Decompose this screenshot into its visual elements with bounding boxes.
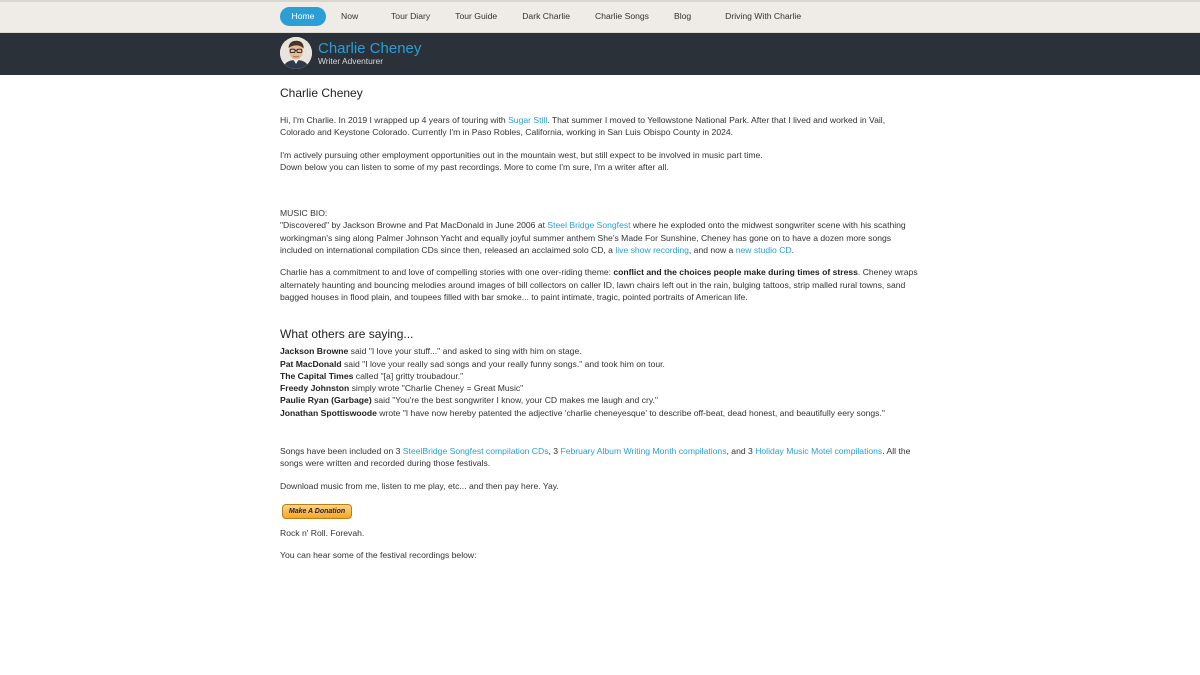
sugar-still-link[interactable]: Sugar Still [508,115,548,125]
list-item [280,358,920,370]
spacer [280,313,920,327]
holiday-music-motel-link[interactable]: Holiday Music Motel compilations [755,446,883,457]
employment-paragraph [280,149,920,174]
recordings-text: Down below you can listen to some of my past recordings. More to come I'm sure, I'm a writer after all. [280,161,669,172]
live-show-recording-link[interactable]: live show recording [615,245,689,256]
compilations-text-end: . All the songs were written and recorded during those festivals. [280,446,911,469]
intro-paragraph [280,114,920,139]
list-item [280,370,920,382]
quote-author: The Capital Times [280,370,354,381]
intro-text: Hi, I'm Charlie. In 2019 I wrapped up 4 years of touring with [280,115,509,125]
steelbridge-compilation-link[interactable]: SteelBridge Songfest compilation CDs [402,446,549,457]
avatar-portrait-icon [280,37,312,69]
quote-text: wrote "I have now hereby patented the adjective 'charlie cheneyesque' to describe off-beat, dead honest, and beautifully eery songs." [376,407,885,418]
list-item [280,407,920,419]
spacer [280,183,920,207]
testimonials-list [280,345,920,419]
list-item [280,394,920,406]
quote-author: Freedy Johnston [280,383,350,394]
site-title[interactable]: Charlie Cheney [318,40,422,57]
nav-driving-with-charlie[interactable]: Driving With Charlie [725,11,802,21]
themes-text: Charlie has a commitment to and love of compelling stories with one over-riding theme: [280,267,614,278]
nav-now[interactable]: Now [341,11,359,21]
main-nav [280,7,801,26]
rock-paragraph: Rock n' Roll. Forevah. [280,527,365,538]
nav-tour-guide[interactable]: Tour Guide [455,11,498,21]
new-studio-cd-link[interactable]: new studio CD [735,245,792,256]
recordings-paragraph: You can hear some of the festival recordings below: [280,550,477,561]
quote-text: simply wrote "Charlie Cheney = Great Music" [349,383,524,394]
compilations-sep: , 3 [548,446,561,457]
page-title: Charlie Cheney [280,86,363,100]
nav-tour-diary[interactable]: Tour Diary [391,11,431,21]
quote-text: said "You're the best songwriter I know, your CD makes me laugh and cry." [371,395,658,406]
quote-text: called "[a] gritty troubadour." [353,370,464,381]
donate-button[interactable]: Make A Donation [282,504,352,519]
nav-home[interactable]: Home [280,7,326,26]
bio-text: "Discovered" by Jackson Browne and Pat MacDonald in June 2006 at [280,220,548,231]
bio-text-end: . [791,245,795,256]
quote-text: said "I love your stuff..." and asked to sing with him on stage. [348,346,582,357]
nav-blog[interactable]: Blog [673,11,692,21]
nav-charlie-songs[interactable]: Charlie Songs [594,11,649,21]
quote-author: Pat MacDonald [280,358,342,369]
list-item [280,382,920,394]
employment-text: I'm actively pursuing other employment opportunities out in the mountain west, but still expect to be involved in music part time. [280,149,763,160]
fawm-compilation-link[interactable]: February Album Writing Month compilations [560,446,727,457]
top-navbar [0,0,1200,33]
site-header [0,33,1200,75]
bio-paragraph [280,207,920,256]
bio-label: MUSIC BIO: [280,208,328,219]
quote-text: said "I love your really sad songs and your really funny songs." and took him on tour. [341,358,665,369]
quote-author: Jonathan Spottiswoode [280,407,377,418]
list-item [280,345,920,357]
testimonials-heading: What others are saying... [280,327,414,342]
main-content [280,86,920,572]
spacer [280,419,920,445]
compilations-text: Songs have been included on 3 [280,446,403,457]
themes-paragraph [280,266,920,303]
bio-text-cont: where he exploded onto the midwest songwriter scene with his scathing workingman's sing along Palmer Johnson Yacht and equally joyful summer anthem She's Made For Sunshine, Cheney has gone on to have a dozen more songs included on international compilation CDs since then, released an acclaimed solo CD, a [280,220,906,256]
avatar[interactable] [280,37,312,69]
steel-bridge-songfest-link[interactable]: Steel Bridge Songfest [547,220,631,231]
bio-text-sep: , and now a [688,245,736,256]
site-subtitle: Writer Adventurer [318,56,384,66]
nav-dark-charlie[interactable]: Dark Charlie [522,11,570,21]
themes-text-cont: . Cheney wraps alternately haunting and bouncing melodies around images of bill collectors on caller ID, lawn chairs left out in the rain, bulging tattoos, strip malled rural towns, sand bagged houses in flood plain, and toupees filled with bar smoke... to paint intimate, tragic, pointed portraits of American life. [280,267,918,302]
quote-author: Paulie Ryan (Garbage) [280,395,372,406]
intro-text-cont: . That summer I moved to Yellowstone National Park. After that I lived and worked in Vail, Colorado and Keystone Colorado. Currently I'm in Paso Robles, California, working in San Luis Obispo County in 2024. [280,115,886,138]
download-paragraph: Download music from me, listen to me play, etc... and then pay here. Yay. [280,480,559,491]
compilations-paragraph [280,445,920,470]
quote-author: Jackson Browne [280,346,349,357]
compilations-sep: , and 3 [726,446,756,457]
themes-bold: conflict and the choices people make during times of stress [613,267,858,278]
